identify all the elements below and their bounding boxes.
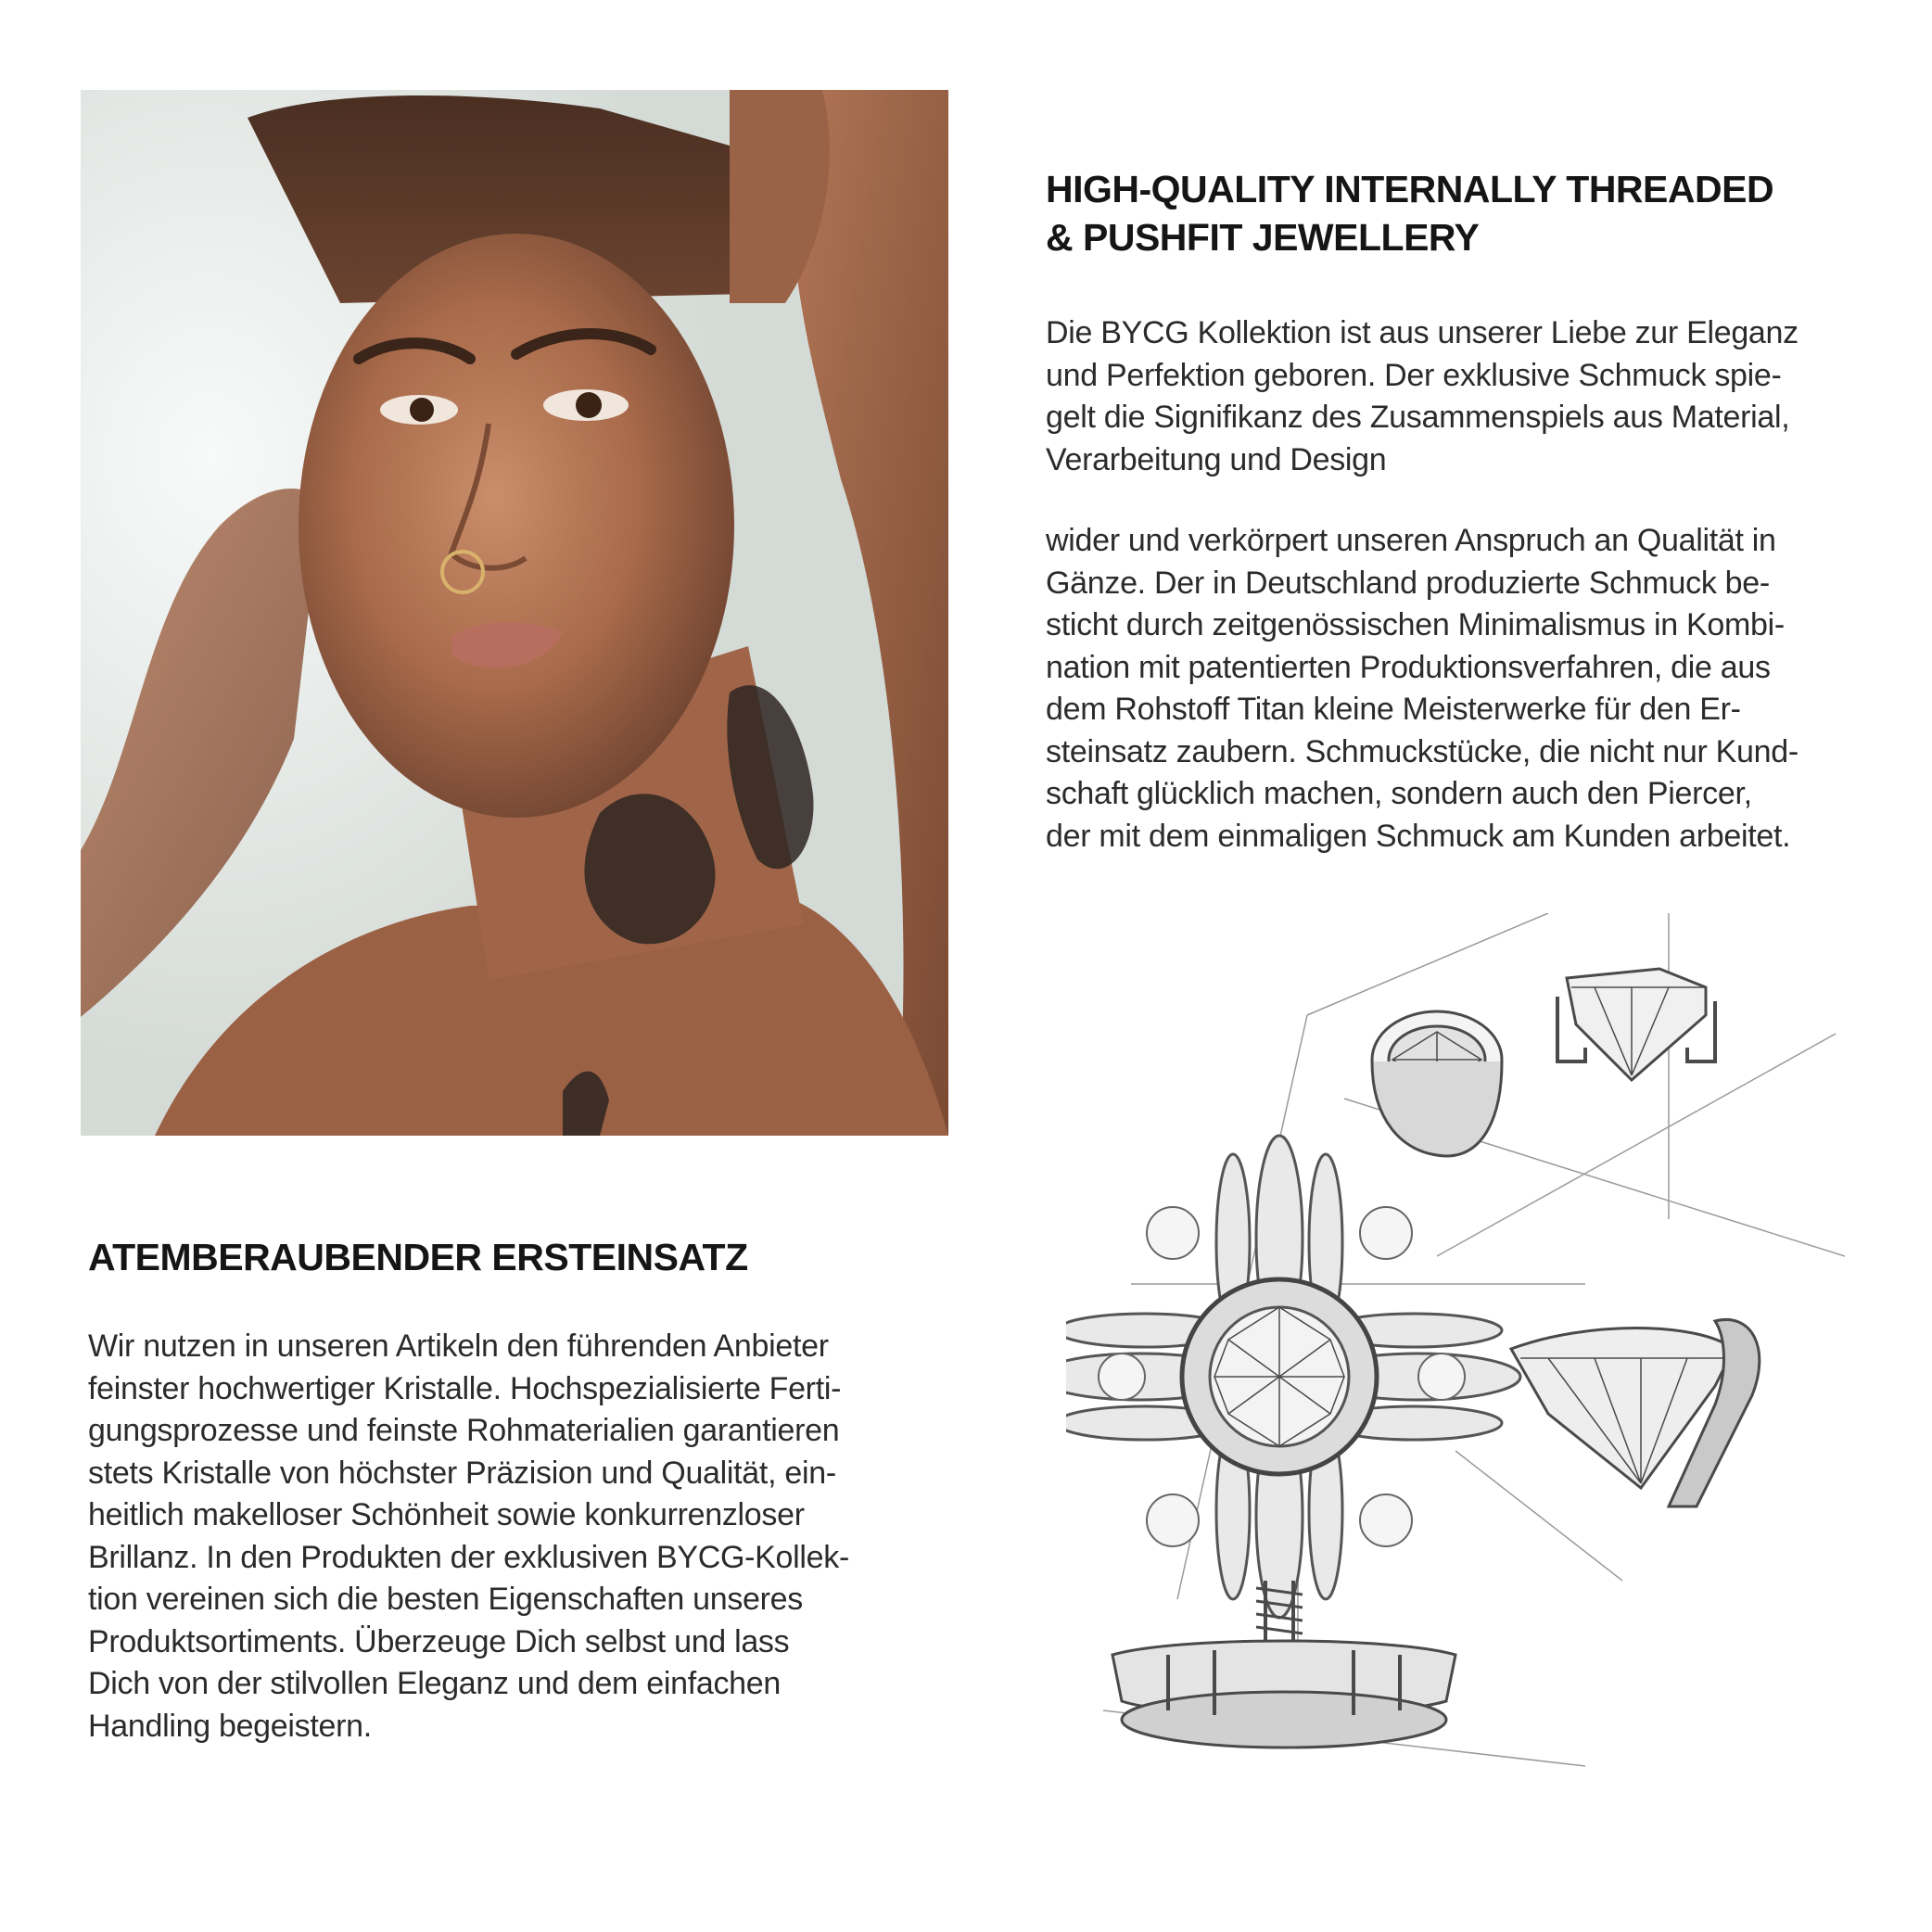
paragraph-line: steinsatz zaubern. Schmuckstücke, die nicht nur Kund-: [1046, 733, 1799, 769]
paragraph-line: Die BYCG Kollektion ist aus unserer Liebe zur Eleganz: [1046, 315, 1799, 350]
paragraph-line: gungsprozesse und feinste Rohmaterialien garantieren: [88, 1413, 840, 1448]
paragraph-line: der mit dem einmaligen Schmuck am Kunden arbeitet.: [1046, 818, 1791, 854]
heading-ersteinsatz: ATEMBERAUBENDER ERSTEINSATZ: [88, 1236, 748, 1278]
threaded-base-sketch: [1112, 1581, 1455, 1748]
intro-paragraph: [1046, 312, 1799, 481]
paragraph-line: nation mit patentierten Produktionsverfahren, die aus: [1046, 649, 1771, 685]
paragraph-line: Wir nutzen in unseren Artikeln den führenden Anbieter: [88, 1328, 829, 1364]
paragraph-line: Handling begeistern.: [88, 1708, 372, 1744]
paragraph-line: Gänze. Der in Deutschland produzierte Schmuck be-: [1046, 565, 1770, 601]
paragraph-line: tion vereinen sich die besten Eigenschaften unseres: [88, 1582, 803, 1617]
intro-continued-paragraph: [1046, 520, 1799, 858]
paragraph-line: Verarbeitung und Design: [1046, 441, 1387, 477]
paragraph-line: heitlich makelloser Schönheit sowie konkurrenzloser: [88, 1497, 805, 1532]
paragraph-line: Brillanz. In den Produkten der exklusiven BYCG-Kollek-: [88, 1539, 849, 1575]
paragraph-line: Produktsortiments. Überzeuge Dich selbst und lass: [88, 1623, 790, 1659]
paragraph-line: stets Kristalle von höchster Präzision und Qualität, ein-: [88, 1455, 836, 1491]
paragraph-line: sticht durch zeitgenössischen Minimalismus in Kombi-: [1046, 607, 1785, 642]
trillion-stone-sketch: [1511, 1319, 1760, 1506]
heading-high-quality: [1046, 165, 1880, 261]
paragraph-line: und Perfektion geboren. Der exklusive Schmuck spie-: [1046, 357, 1782, 393]
paragraph-line: schaft glücklich machen, sondern auch den Piercer,: [1046, 776, 1752, 811]
flower-disc-sketch: [1066, 1136, 1520, 1618]
portrait-photo: [81, 90, 948, 1136]
paragraph-line: gelt die Signifikanz des Zusammenspiels aus Material,: [1046, 400, 1790, 435]
paragraph-line: wider und verkörpert unseren Anspruch an Qualität in: [1046, 523, 1776, 558]
prong-stone-sketch: [1557, 969, 1715, 1080]
paragraph-line: Dich von der stilvollen Eleganz und dem einfachen: [88, 1666, 781, 1701]
jewellery-sketch: [1066, 913, 1845, 1803]
heading-line: HIGH-QUALITY INTERNALLY THREADED: [1046, 168, 1774, 210]
crystals-paragraph: [88, 1326, 849, 1748]
heading-line: & PUSHFIT JEWELLERY: [1046, 216, 1480, 259]
paragraph-line: feinster hochwertiger Kristalle. Hochspezialisierte Ferti-: [88, 1370, 842, 1406]
paragraph-line: dem Rohstoff Titan kleine Meisterwerke für den Er-: [1046, 692, 1741, 727]
bezel-stone-sketch: [1372, 1011, 1502, 1156]
